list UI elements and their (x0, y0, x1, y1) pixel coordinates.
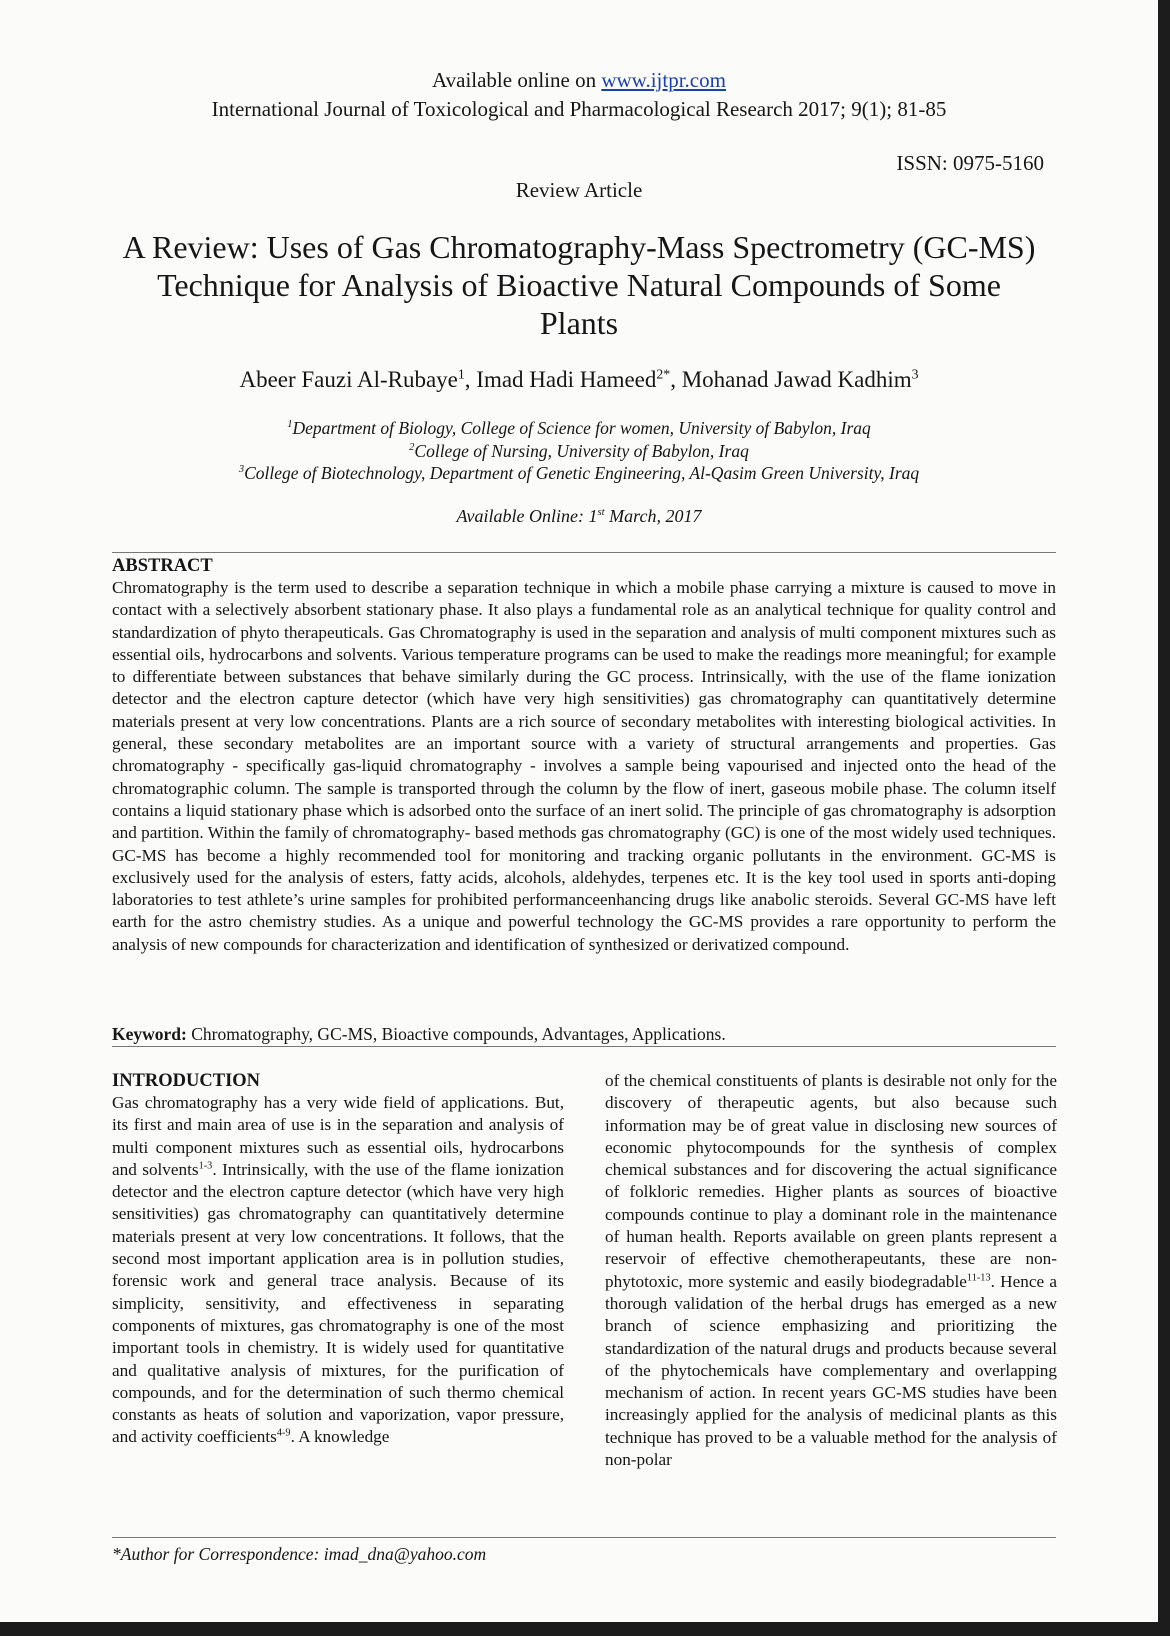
affiliation-mark: 3 (238, 464, 245, 476)
affiliation (0, 441, 1158, 462)
author-separator: , (464, 367, 477, 392)
citation-ref: 4-9 (276, 1427, 291, 1439)
footnote-divider (112, 1537, 1056, 1538)
title-line: Technique for Analysis of Bioactive Natural Compounds of Some (157, 267, 1001, 303)
title-line: Plants (539, 305, 619, 341)
author-affiliation-mark: 2* (656, 366, 671, 382)
introduction-right-column (605, 1070, 1057, 1471)
online-date-suffix: March, 2017 (604, 506, 702, 526)
author-list (0, 366, 1158, 394)
title-line: A Review: Uses of Gas Chromatography-Mass Spectrometry (GC-MS) (122, 229, 1036, 265)
citation-ref: 1-3 (198, 1160, 213, 1172)
correspondence-note: *Author for Correspondence: imad_dna@yahoo.com (112, 1544, 487, 1564)
issn: ISSN: 0975-5160 (896, 151, 1044, 175)
author-separator: , (670, 367, 682, 392)
journal-website-link[interactable]: www.ijtpr.com (601, 68, 726, 92)
intro-text: . A knowledge (290, 1427, 390, 1447)
affiliation-text: College of Nursing, University of Babylon, Iraq (414, 441, 749, 461)
availability-line (0, 68, 1158, 92)
keywords-text: Chromatography, GC-MS, Bioactive compounds, Advantages, Applications. (186, 1024, 726, 1044)
author-name: Mohanad Jawad Kadhim (681, 367, 912, 392)
introduction-left-column (112, 1092, 564, 1449)
paper-title (80, 228, 1078, 342)
keywords (112, 1023, 1056, 1045)
affiliation-text: College of Biotechnology, Department of Genetic Engineering, Al-Qasim Green University, Iraq (244, 463, 920, 483)
author-affiliation-mark: 3 (911, 366, 919, 382)
introduction-heading: INTRODUCTION (112, 1071, 261, 1091)
citation-ref: 11-13 (966, 1271, 991, 1283)
affiliation (0, 463, 1158, 484)
affiliation-mark: 2 (409, 442, 415, 454)
author-name: Abeer Fauzi Al-Rubaye (239, 367, 458, 392)
availability-prefix: Available online on (432, 68, 602, 92)
author-name: Imad Hadi Hameed (476, 367, 657, 392)
intro-text: . Hence a thorough validation of the herbal drugs has emerged as a new branch of science emphasizing and prioritizing the standardization of the natural drugs and products because several of the phytochemicals have complementary and overlapping mechanism of action. In recent years GC-MS studies have been increasingly applied for the analysis of medicinal plants as this technique has proved to be a valuable method for the analysis of non-polar (605, 1271, 1057, 1470)
online-date-prefix: Available Online: 1 (456, 506, 598, 526)
online-date-ordinal: st (597, 506, 605, 518)
author-affiliation-mark: 1 (457, 366, 465, 382)
keywords-bottom-divider (112, 1046, 1056, 1047)
available-online-date (0, 505, 1158, 527)
article-type: Review Article (515, 178, 643, 202)
journal-citation: International Journal of Toxicological and Pharmacological Research 2017; 9(1); 81-85 (211, 97, 947, 121)
affiliation (0, 418, 1158, 439)
abstract-text: Chromatography is the term used to describe a separation technique in which a mobile phase carrying a mixture is caused to move in contact with a selectively absorbent stationary phase. It also plays a fundamental role as an analytical technique for quality control and standardization of phyto therapeuticals. Gas Chromatography is used in the separation and analysis of multi component mixtures such as essential oils, hydrocarbons and solvents. Various temperature programs can be used to make the readings more meaningful; for example to differentiate between substances that behave similarly during the GC process. Intrinsically, with the use of the flame ionization detector and the electron capture detector (which have very high sensitivities) gas chromatography can quantitatively determine materials present at very low concentrations. Plants are a rich source of secondary metabolites with interesting biological activities. In general, these secondary metabolites are an important source with a variety of structural arrangements and properties. Gas chromatography - specifically gas-liquid chromatography - involves a sample being vapourised and injected onto the head of the chromatographic column. The sample is transported through the column by the flow of inert, gaseous mobile phase. The column itself contains a liquid stationary phase which is adsorbed onto the surface of an inert solid. The principle of gas chromatography is adsorption and partition. Within the family of chromatography- based methods gas chromatography (GC) is one of the most widely used techniques. GC-MS has become a highly recommended tool for monitoring and tracking organic pollutants in the environment. GC-MS is exclusively used for the analysis of esters, fatty acids, alcohols, aldehydes, terpenes etc. It is the key tool used in sports anti-doping laboratories to test athlete’s urine samples for prohibited performanceenhancing drugs like anabolic steroids. Several GC-MS have left earth for the astro chemistry studies. As a unique and powerful technology the GC-MS provides a rare opportunity to perform the analysis of new compounds for characterization and identification of synthesized or derivatized compound. (112, 578, 1056, 954)
affiliation-mark: 1 (287, 419, 293, 431)
intro-text: of the chemical constituents of plants is desirable not only for the discovery of therapeutic agents, but also because such information may be of great value in disclosing new sources of economic phytocompounds for the synthesis of complex chemical substances and for discovering the actual significance of folkloric remedies. Higher plants as sources of bioactive compounds continue to play a dominant role in the maintenance of human health. Reports available on green plants represent a reservoir of effective chemotherapeutants, these are non-phytotoxic, more systemic and easily biodegradable (605, 1071, 1057, 1291)
keywords-label: Keyword: (112, 1024, 187, 1044)
intro-text: . Intrinsically, with the use of the flame ionization detector and the electron capture detector (which have very high sensitivities) gas chromatography can quantitatively determine materials present at very low concentrations. It follows, that the second most important application area is in pollution studies, forensic work and general trace analysis. Because of its simplicity, sensitivity, and effectiveness in separating components of mixtures, gas chromatography is one of the most important tools in chemistry. It is widely used for quantitative and qualitative analysis of mixtures, for the purification of compounds, and for the determination of such thermo chemical constants as heats of solution and vaporization, vapor pressure, and activity coefficients (112, 1159, 564, 1447)
abstract-top-divider (112, 552, 1056, 553)
intro-text: Gas chromatography has a very wide field of applications. But, its first and main area of use is in the separation and analysis of multi component mixtures such as essential oils, hydrocarbons and solvents (112, 1093, 564, 1179)
abstract-heading: ABSTRACT (112, 556, 213, 576)
affiliation-text: Department of Biology, College of Science for women, University of Babylon, Iraq (292, 418, 871, 438)
